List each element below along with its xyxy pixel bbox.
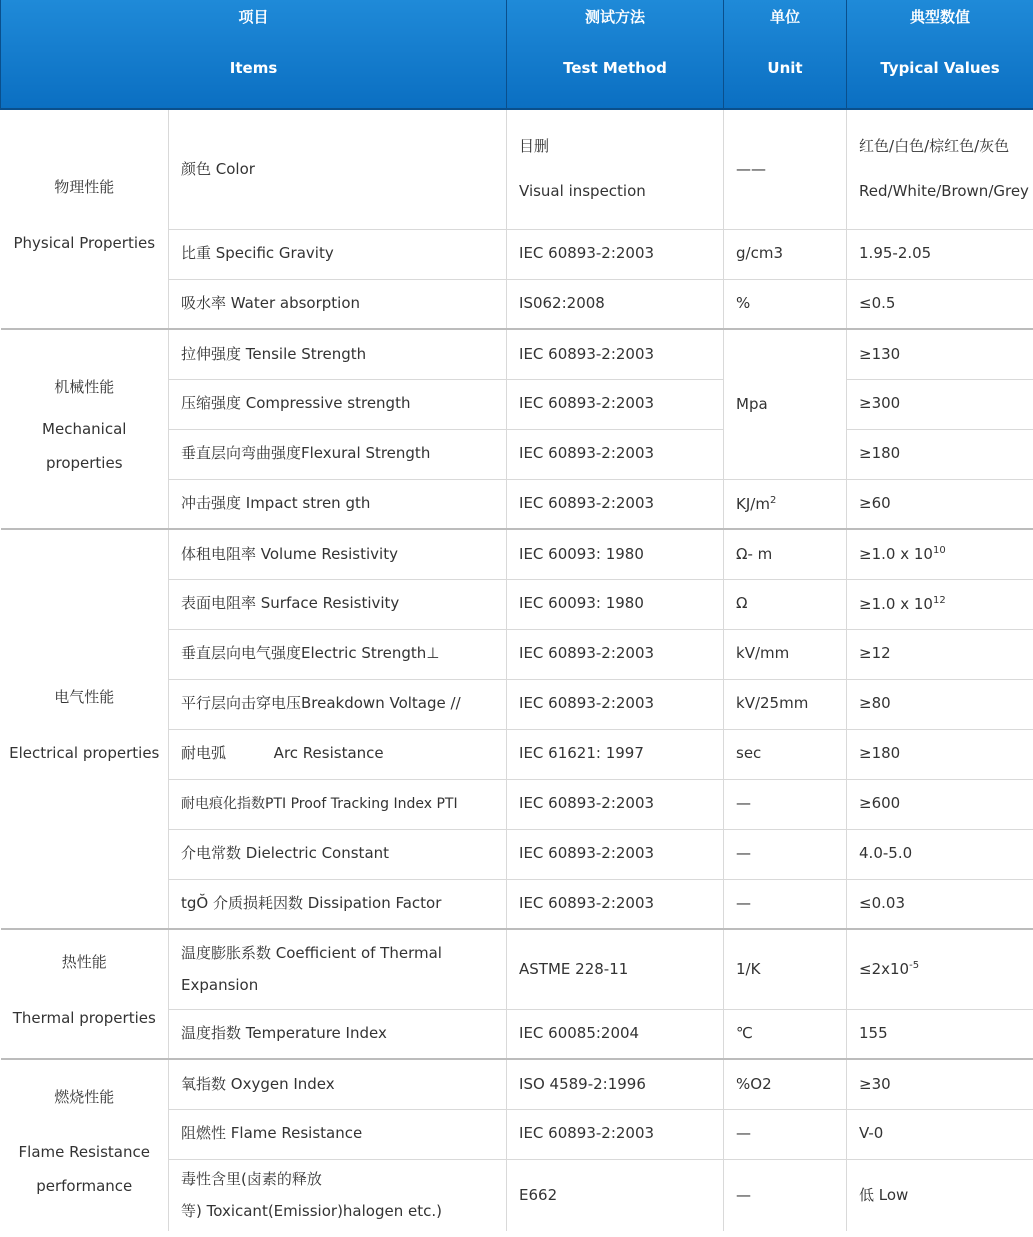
item-cell: 耐电弧 Arc Resistance — [169, 729, 507, 779]
category-electrical — [1, 529, 169, 929]
value-cell: 1.95-2.05 — [847, 229, 1033, 279]
item-cell: 冲击强度 Impact stren gth — [169, 479, 507, 529]
unit-cell: Ω — [724, 579, 847, 629]
value-exponent: -5 — [909, 960, 920, 971]
value-cell: 4.0-5.0 — [847, 829, 1033, 879]
category-flame — [1, 1059, 169, 1231]
method-cell: IEC 60893-2:2003 — [507, 1109, 724, 1159]
unit-cell: — — [724, 879, 847, 929]
table-row — [1, 529, 1033, 579]
item-cell: 吸水率 Water absorption — [169, 279, 507, 329]
item-cell: 垂直层向电气强度Electric Strength⊥ — [169, 629, 507, 679]
unit-cell: Ω- m — [724, 529, 847, 579]
method-cell: IEC 60085:2004 — [507, 1009, 724, 1059]
item-line1: 毒性含里(卤素的释放 — [181, 1170, 322, 1189]
item-cell: 压缩强度 Compressive strength — [169, 379, 507, 429]
method-cell: ASTME 228-11 — [507, 929, 724, 1009]
category-en-line2: performance — [36, 1177, 133, 1196]
value-cell: ≥600 — [847, 779, 1033, 829]
header-values-en: Typical Values — [880, 59, 1000, 77]
category-zh: 燃烧性能 — [54, 1087, 115, 1106]
item-cell: 体租电阻率 Volume Resistivity — [169, 529, 507, 579]
method-cell: IEC 60893-2:2003 — [507, 479, 724, 529]
value-cell: ≥130 — [847, 329, 1033, 379]
header-items-en: Items — [229, 59, 278, 77]
value-cell: ≥60 — [847, 479, 1033, 529]
method-cell: IEC 60893-2:2003 — [507, 879, 724, 929]
unit-cell: 1/K — [724, 929, 847, 1009]
method-cell: IEC 60893-2:2003 — [507, 229, 724, 279]
table-row — [1, 929, 1033, 1009]
item-cell: 氧指数 Oxygen Index — [169, 1059, 507, 1109]
header-unit-zh: 单位 — [770, 8, 801, 26]
unit-base: KJ/m — [736, 494, 770, 513]
unit-cell: kV/mm — [724, 629, 847, 679]
value-base: ≥1.0 x 10 — [859, 545, 933, 563]
value-cell: ≥180 — [847, 429, 1033, 479]
item-line1: 温度膨胀系数 Coefficient of Thermal — [181, 944, 442, 963]
unit-cell: kV/25mm — [724, 679, 847, 729]
method-cell: IEC 60893-2:2003 — [507, 429, 724, 479]
value-cell: 155 — [847, 1009, 1033, 1059]
category-zh: 机械性能 — [54, 378, 115, 397]
method-cell: IEC 60093: 1980 — [507, 529, 724, 579]
unit-cell: — — [724, 1109, 847, 1159]
value-cell: ≥300 — [847, 379, 1033, 429]
value-cell: ≥80 — [847, 679, 1033, 729]
category-mechanical — [1, 329, 169, 529]
value-cell — [847, 929, 1033, 1009]
value-exponent: 10 — [932, 545, 946, 556]
method-cell: IEC 60893-2:2003 — [507, 629, 724, 679]
item-cell: 表面电阻率 Surface Resistivity — [169, 579, 507, 629]
item-line2: 等) Toxicant(Emissior)halogen etc.) — [181, 1202, 442, 1221]
unit-cell: — — [724, 779, 847, 829]
method-cell: IEC 60893-2:2003 — [507, 679, 724, 729]
value-zh: 红色/白色/棕红色/灰色 — [859, 136, 1010, 155]
category-en-line1: Mechanical — [42, 419, 127, 438]
method-cell: IS062:2008 — [507, 279, 724, 329]
method-en: Visual inspection — [519, 182, 646, 201]
value-cell: ≥12 — [847, 629, 1033, 679]
method-zh: 目删 — [519, 136, 550, 155]
value-en: Red/White/Brown/Grey — [859, 182, 1029, 201]
method-cell: IEC 60893-2:2003 — [507, 779, 724, 829]
category-en-line1: Flame Resistance — [18, 1143, 150, 1162]
unit-cell: %O2 — [724, 1059, 847, 1109]
unit-cell — [724, 479, 847, 529]
value-cell: 低 Low — [847, 1159, 1033, 1231]
value-cell — [847, 109, 1033, 229]
unit-cell: — — [724, 829, 847, 879]
item-cell — [169, 929, 507, 1009]
table-row — [1, 109, 1033, 229]
header-method-en: Test Method — [563, 59, 667, 77]
method-cell: E662 — [507, 1159, 724, 1231]
method-cell: IEC 60093: 1980 — [507, 579, 724, 629]
unit-cell: sec — [724, 729, 847, 779]
header-items — [1, 0, 507, 109]
unit-cell-shared: Mpa — [724, 329, 847, 479]
item-cell: 温度指数 Temperature Index — [169, 1009, 507, 1059]
item-cell — [169, 1159, 507, 1231]
item-cell: tgŎ 介质损耗因数 Dissipation Factor — [169, 879, 507, 929]
item-cell: 垂直层向弯曲强度Flexural Strength — [169, 429, 507, 479]
value-cell: V-0 — [847, 1109, 1033, 1159]
value-cell: ≤0.03 — [847, 879, 1033, 929]
unit-cell: % — [724, 279, 847, 329]
item-cell: 平行层向击穿电压Breakdown Voltage // — [169, 679, 507, 729]
category-en: Thermal properties — [12, 1008, 156, 1027]
item-cell: 拉伸强度 Tensile Strength — [169, 329, 507, 379]
method-cell: ISO 4589-2:1996 — [507, 1059, 724, 1109]
table-header-row — [1, 0, 1033, 109]
unit-cell: — — [724, 1159, 847, 1231]
value-exponent: 12 — [932, 594, 946, 606]
header-typical-values — [847, 0, 1033, 109]
value-cell: ≥30 — [847, 1059, 1033, 1109]
category-zh: 物理性能 — [54, 178, 115, 197]
item-cell: 介电常数 Dielectric Constant — [169, 829, 507, 879]
header-method-zh: 测试方法 — [585, 8, 646, 26]
item-cell: 阻燃性 Flame Resistance — [169, 1109, 507, 1159]
table-row — [1, 1059, 1033, 1109]
method-cell: IEC 60893-2:2003 — [507, 829, 724, 879]
unit-exponent: 2 — [769, 494, 777, 506]
method-cell: IEC 60893-2:2003 — [507, 329, 724, 379]
header-values-zh: 典型数值 — [910, 8, 971, 26]
method-cell: IEC 60893-2:2003 — [507, 379, 724, 429]
category-en-line2: properties — [45, 453, 123, 472]
category-en: Electrical properties — [9, 743, 160, 762]
item-cell: 比重 Specific Gravity — [169, 229, 507, 279]
header-items-zh: 项目 — [238, 8, 269, 26]
category-physical — [1, 109, 169, 329]
unit-cell: ℃ — [724, 1009, 847, 1059]
unit-cell: —— — [724, 109, 847, 229]
method-cell — [507, 109, 724, 229]
method-cell: IEC 61621: 1997 — [507, 729, 724, 779]
header-unit-en: Unit — [767, 59, 803, 77]
item-line2: Expansion — [181, 976, 259, 995]
header-test-method — [507, 0, 724, 109]
value-base: ≥1.0 x 10 — [859, 594, 933, 613]
value-cell — [847, 579, 1033, 629]
value-cell — [847, 529, 1033, 579]
category-en: Physical Properties — [13, 233, 156, 252]
table-row — [1, 329, 1033, 379]
category-zh: 热性能 — [61, 953, 107, 972]
item-cell: 耐电痕化指数PTI Proof Tracking Index PTI — [169, 779, 507, 829]
value-cell: ≥180 — [847, 729, 1033, 779]
category-zh: 电气性能 — [54, 688, 115, 707]
value-base: ≤2x10 — [859, 960, 910, 978]
unit-cell: g/cm3 — [724, 229, 847, 279]
header-unit — [724, 0, 847, 109]
item-cell: 颜色 Color — [169, 109, 507, 229]
category-thermal — [1, 929, 169, 1059]
value-cell: ≤0.5 — [847, 279, 1033, 329]
